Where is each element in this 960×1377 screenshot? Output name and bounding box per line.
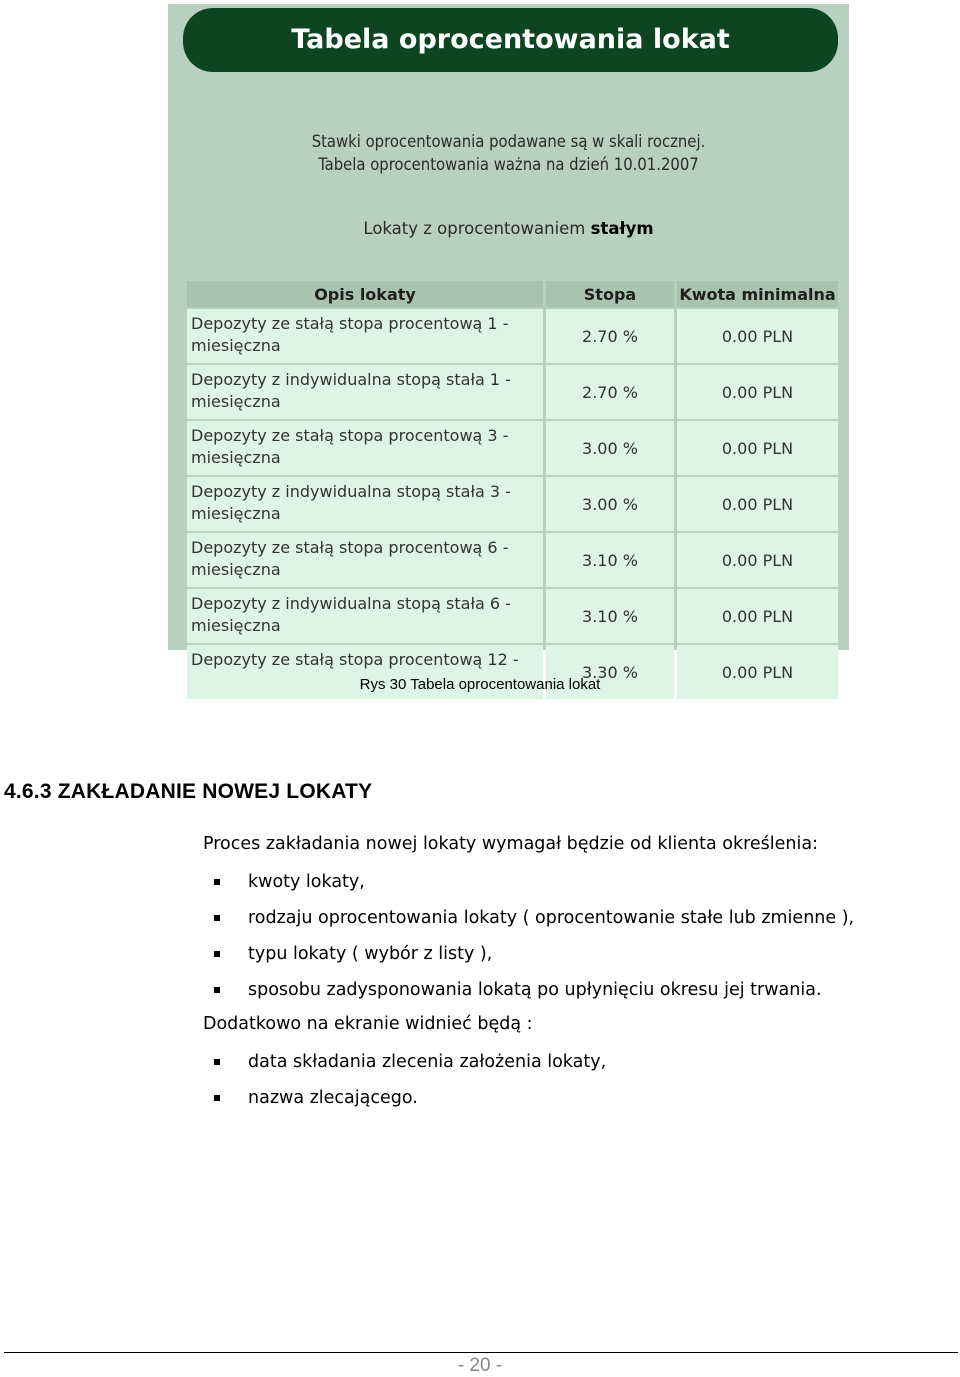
deposit-min-amount: 0.00 PLN — [677, 645, 838, 699]
list-item — [212, 1050, 606, 1086]
deposit-rate: 3.10 % — [546, 589, 674, 643]
list-item-text: sposobu zadysponowania lokatą po upłynięciu okresu jej trwania. — [248, 980, 822, 1000]
deposit-description: Depozyty z indywidualna stopą stała 3 - miesięczna — [187, 477, 543, 531]
list-item-text: data składania zlecenia założenia lokaty, — [248, 1052, 607, 1072]
list-item — [212, 942, 854, 978]
deposit-description: Depozyty ze stałą stopa procentową 6 - miesięczna — [187, 533, 543, 587]
table-row — [187, 421, 838, 475]
list-item — [212, 906, 854, 942]
deposit-rate: 3.30 % — [546, 645, 674, 699]
square-bullet-icon — [214, 1095, 220, 1101]
column-header-min-amount: Kwota minimalna — [677, 281, 838, 307]
deposit-min-amount: 0.00 PLN — [677, 309, 838, 363]
figure-caption: Rys 30 Tabela oprocentowania lokat — [359, 676, 601, 693]
list-item-text: nazwa zlecającego. — [248, 1088, 418, 1108]
column-header-rate: Stopa — [546, 281, 674, 307]
rates-table — [184, 279, 841, 701]
rates-note-valid-date: Tabela oprocentowania ważna na dzień 10.01.2007 — [318, 155, 699, 174]
square-bullet-icon — [214, 915, 220, 921]
page-number: - 20 - — [457, 1355, 503, 1376]
rates-table-header-row — [187, 281, 838, 307]
square-bullet-icon — [214, 1059, 220, 1065]
deposit-description: Depozyty ze stałą stopa procentową 3 - miesięczna — [187, 421, 543, 475]
column-header-description: Opis lokaty — [187, 281, 543, 307]
square-bullet-icon — [214, 951, 220, 957]
table-row — [187, 309, 838, 363]
additional-info-list — [212, 1050, 606, 1122]
deposit-rate: 3.00 % — [546, 477, 674, 531]
deposit-min-amount: 0.00 PLN — [677, 589, 838, 643]
table-row — [187, 589, 838, 643]
table-row — [187, 477, 838, 531]
deposit-min-amount: 0.00 PLN — [677, 421, 838, 475]
square-bullet-icon — [214, 987, 220, 993]
list-item-text: kwoty lokaty, — [248, 872, 365, 892]
deposit-min-amount: 0.00 PLN — [677, 365, 838, 419]
deposit-description: Depozyty ze stałą stopa procentową 1 - miesięczna — [187, 309, 543, 363]
deposit-min-amount: 0.00 PLN — [677, 533, 838, 587]
list-item — [212, 1086, 606, 1122]
screenshot-header-title: Tabela oprocentowania lokat — [183, 8, 838, 72]
footer-divider — [4, 1352, 958, 1353]
additional-info-paragraph: Dodatkowo na ekranie widnieć będą : — [203, 1014, 533, 1034]
square-bullet-icon — [214, 879, 220, 885]
section-title-emphasis: stałym — [590, 219, 654, 238]
deposit-rate: 2.70 % — [546, 309, 674, 363]
table-row — [187, 533, 838, 587]
rates-note-annual: Stawki oprocentowania podawane są w skali rocznej. — [311, 132, 706, 151]
screenshot-figure — [168, 4, 849, 682]
deposit-rate: 2.70 % — [546, 365, 674, 419]
section-heading: 4.6.3 ZAKŁADANIE NOWEJ LOKATY — [4, 780, 373, 803]
list-item — [212, 978, 854, 1014]
list-item — [212, 870, 854, 906]
deposit-min-amount: 0.00 PLN — [677, 477, 838, 531]
deposit-rate: 3.00 % — [546, 421, 674, 475]
deposit-description: Depozyty z indywidualna stopą stała 6 - miesięczna — [187, 589, 543, 643]
deposit-rate: 3.10 % — [546, 533, 674, 587]
requirements-list — [212, 870, 854, 1014]
fixed-rate-section-title — [168, 219, 849, 238]
table-row — [187, 365, 838, 419]
list-item-text: rodzaju oprocentowania lokaty ( oprocentowanie stałe lub zmienne ), — [248, 908, 855, 928]
section-title-prefix: Lokaty z oprocentowaniem — [363, 219, 591, 238]
list-item-text: typu lokaty ( wybór z listy ), — [248, 944, 493, 964]
deposit-description: Depozyty z indywidualna stopą stała 1 - miesięczna — [187, 365, 543, 419]
deposit-description: Depozyty ze stałą stopa procentową 12 - — [187, 645, 543, 699]
intro-paragraph: Proces zakładania nowej lokaty wymagał będzie od klienta określenia: — [203, 834, 818, 854]
